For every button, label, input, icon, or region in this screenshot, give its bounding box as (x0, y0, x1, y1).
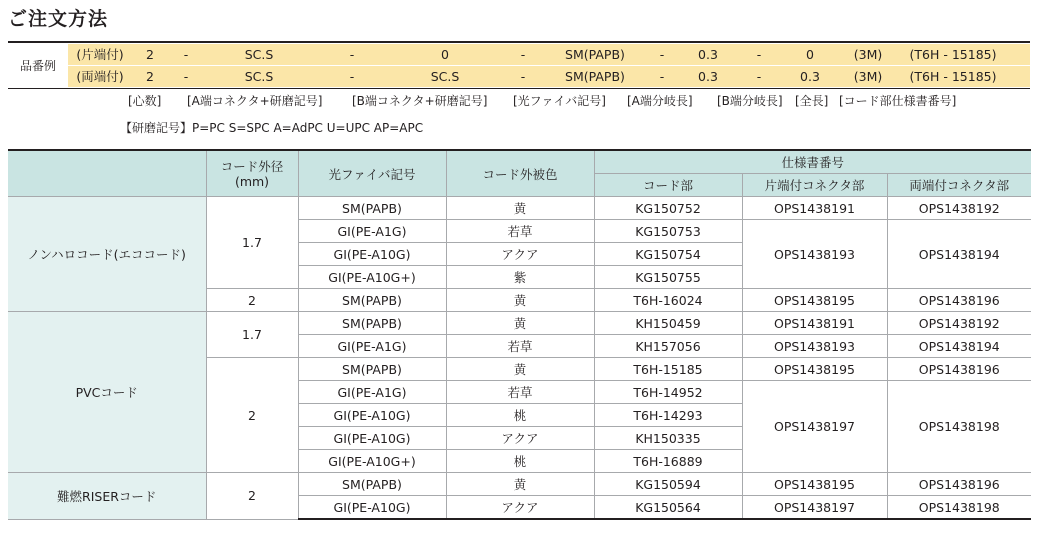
table-row (8, 312, 1031, 335)
code-cell: KG150752 (594, 197, 742, 220)
example-label: 品番例 (19, 58, 56, 73)
header-code-part: コード部 (594, 174, 742, 197)
legend-length: [全長] (795, 94, 829, 108)
example-b-branch: 0 (806, 47, 814, 62)
example-type: (片端付) (76, 47, 124, 62)
example-b-connector: SC.S (430, 69, 460, 84)
fiber-cell: SM(PAPB) (298, 289, 446, 312)
fiber-cell: GI(PE-A1G) (298, 381, 446, 404)
example-b-branch: 0.3 (800, 69, 820, 84)
header-category (8, 150, 206, 197)
fiber-cell: SM(PAPB) (298, 473, 446, 496)
color-cell: 黄 (446, 358, 594, 381)
code-cell: T6H-14293 (594, 404, 742, 427)
example-sep: - (659, 69, 665, 84)
example-sep: - (659, 47, 665, 62)
legend-fiber: [光ファイバ記号] (513, 94, 606, 108)
code-cell: KG150594 (594, 473, 742, 496)
example-a-connector: SC.S (244, 69, 274, 84)
double-spec-cell: OPS1438196 (887, 473, 1031, 496)
code-cell: T6H-14952 (594, 381, 742, 404)
double-spec-cell: OPS1438194 (887, 220, 1031, 289)
diameter-cell: 2 (206, 289, 298, 312)
double-spec-cell: OPS1438192 (887, 197, 1031, 220)
header-fiber: 光ファイバ記号 (298, 150, 446, 197)
color-cell: 桃 (446, 404, 594, 427)
example-sep: - (520, 69, 526, 84)
code-cell: KH150335 (594, 427, 742, 450)
fiber-cell: GI(PE-A1G) (298, 220, 446, 243)
header-spec: 仕様書番号 (594, 150, 1031, 174)
table-row (8, 473, 1031, 496)
fiber-cell: SM(PAPB) (298, 197, 446, 220)
fiber-cell: SM(PAPB) (298, 312, 446, 335)
table-row (8, 197, 1031, 220)
diameter-cell: 1.7 (206, 197, 298, 289)
category-cell: PVCコード (8, 312, 206, 473)
single-spec-cell: OPS1438193 (742, 335, 887, 358)
double-spec-cell: OPS1438196 (887, 358, 1031, 381)
example-sep: - (756, 47, 762, 62)
fiber-cell: GI(PE-A10G+) (298, 450, 446, 473)
single-spec-cell: OPS1438195 (742, 289, 887, 312)
double-spec-cell: OPS1438192 (887, 312, 1031, 335)
legend-cores: [心数] (128, 94, 162, 108)
single-spec-cell: OPS1438197 (742, 496, 887, 520)
code-cell: KG150564 (594, 496, 742, 520)
single-spec-cell: OPS1438191 (742, 197, 887, 220)
example-row-double (68, 66, 1030, 87)
example-sep: - (756, 69, 762, 84)
code-cell: T6H-15185 (594, 358, 742, 381)
single-spec-cell: OPS1438195 (742, 473, 887, 496)
diameter-cell: 2 (206, 473, 298, 520)
divider (8, 41, 1030, 43)
double-spec-cell: OPS1438198 (887, 496, 1031, 520)
code-cell: KH150459 (594, 312, 742, 335)
polish-note: 【研磨記号】P=PC S=SPC A=AdPC U=UPC AP=APC (120, 121, 424, 135)
fiber-cell: GI(PE-A10G) (298, 427, 446, 450)
example-sep: - (520, 47, 526, 62)
single-spec-cell: OPS1438197 (742, 381, 887, 473)
legend-b-branch: [B端分岐長] (717, 94, 783, 108)
example-sep: - (349, 69, 355, 84)
example-a-branch: 0.3 (698, 47, 718, 62)
legend-spec: [コード部仕様書番号] (839, 94, 957, 108)
color-cell: 若草 (446, 335, 594, 358)
diameter-cell: 1.7 (206, 312, 298, 358)
example-type: (両端付) (76, 69, 124, 84)
code-cell: KG150755 (594, 266, 742, 289)
header-color: コード外被色 (446, 150, 594, 197)
example-row-single (68, 44, 1030, 65)
color-cell: 黄 (446, 473, 594, 496)
double-spec-cell: OPS1438196 (887, 289, 1031, 312)
color-cell: 若草 (446, 220, 594, 243)
fiber-cell: GI(PE-A10G) (298, 243, 446, 266)
fiber-cell: GI(PE-A10G) (298, 496, 446, 520)
color-cell: 黄 (446, 312, 594, 335)
code-cell: T6H-16889 (594, 450, 742, 473)
example-sep: - (183, 47, 189, 62)
header-diameter: コード外径(mm) (206, 150, 298, 197)
color-cell: 黄 (446, 197, 594, 220)
color-cell: 黄 (446, 289, 594, 312)
color-cell: アクア (446, 496, 594, 520)
single-spec-cell: OPS1438193 (742, 220, 887, 289)
category-cell: ノンハロコード(エココード) (8, 197, 206, 312)
legend-a-branch: [A端分岐長] (627, 94, 693, 108)
example-a-branch: 0.3 (698, 69, 718, 84)
fiber-cell: GI(PE-A1G) (298, 335, 446, 358)
color-cell: 紫 (446, 266, 594, 289)
page-title: ご注文方法 (8, 8, 109, 30)
example-cores: 2 (146, 47, 154, 62)
example-b-connector: 0 (441, 47, 449, 62)
double-spec-cell: OPS1438194 (887, 335, 1031, 358)
color-cell: アクア (446, 243, 594, 266)
fiber-cell: SM(PAPB) (298, 358, 446, 381)
single-spec-cell: OPS1438191 (742, 312, 887, 335)
fiber-cell: GI(PE-A10G+) (298, 266, 446, 289)
category-cell: 難燃RISERコード (8, 473, 206, 520)
example-fiber: SM(PAPB) (565, 69, 625, 84)
legend-a-connector: [A端コネクタ+研磨記号] (187, 94, 323, 108)
single-spec-cell: OPS1438195 (742, 358, 887, 381)
header-double: 両端付コネクタ部 (887, 174, 1031, 197)
code-cell: KG150754 (594, 243, 742, 266)
fiber-cell: GI(PE-A10G) (298, 404, 446, 427)
code-cell: T6H-16024 (594, 289, 742, 312)
legend-b-connector: [B端コネクタ+研磨記号] (352, 94, 488, 108)
divider (8, 88, 1030, 89)
example-fiber: SM(PAPB) (565, 47, 625, 62)
example-sep: - (349, 47, 355, 62)
example-length: (3M) (853, 69, 883, 84)
color-cell: 桃 (446, 450, 594, 473)
example-sep: - (183, 69, 189, 84)
example-spec: (T6H - 15185) (909, 69, 997, 84)
diameter-cell: 2 (206, 358, 298, 473)
double-spec-cell: OPS1438198 (887, 381, 1031, 473)
example-a-connector: SC.S (244, 47, 274, 62)
example-length: (3M) (853, 47, 883, 62)
spec-table (8, 149, 1031, 520)
example-cores: 2 (146, 69, 154, 84)
color-cell: アクア (446, 427, 594, 450)
color-cell: 若草 (446, 381, 594, 404)
header-single: 片端付コネクタ部 (742, 174, 887, 197)
example-spec: (T6H - 15185) (909, 47, 997, 62)
code-cell: KG150753 (594, 220, 742, 243)
code-cell: KH157056 (594, 335, 742, 358)
